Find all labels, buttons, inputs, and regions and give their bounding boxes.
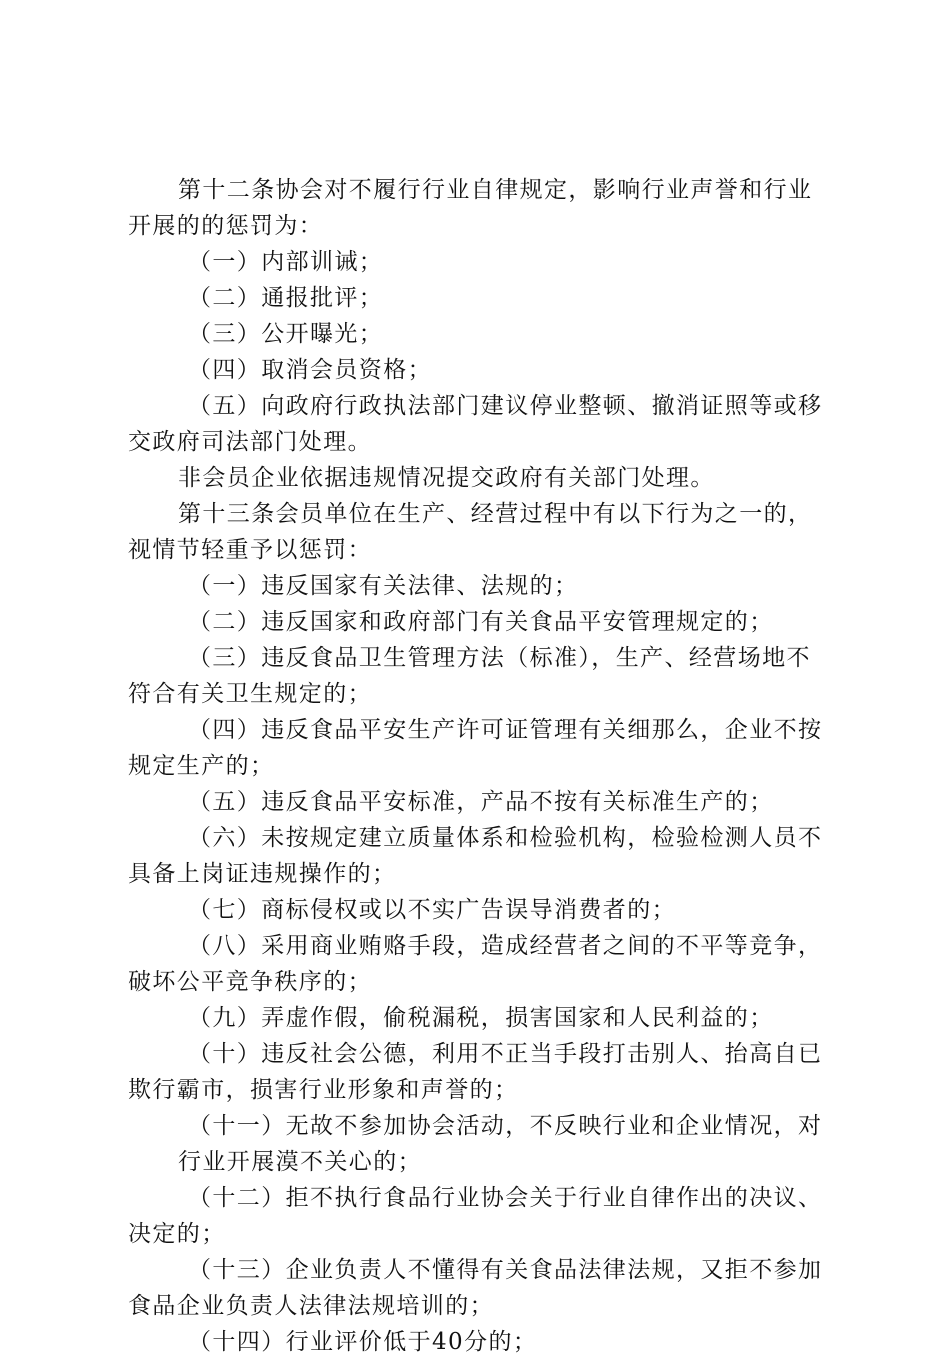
violation-item-11-line-2: 行业开展漠不关心的； (178, 1149, 422, 1175)
violation-item-13-line-2: 食品企业负责人法律法规培训的； (128, 1293, 494, 1319)
violation-item-9: （九）弄虚作假，偷税漏税，损害国家和人民利益的； (188, 1005, 774, 1031)
violation-item-10-line-1: （十）违反社会公德，利用不正当手段打击别人、抬高自已 (188, 1041, 823, 1067)
violation-item-14: （十四）行业评价低于40分的； (188, 1329, 538, 1355)
penalty-item-5-line-1: （五）向政府行政执法部门建议停业整顿、撤消证照等或移 (188, 393, 823, 419)
violation-item-7: （七）商标侵权或以不实广告误导消费者的； (188, 897, 676, 923)
violation-item-12-line-1: （十二）拒不执行食品行业协会关于行业自律作出的决议、 (188, 1185, 823, 1211)
penalty-item-4: （四）取消会员资格； (188, 357, 432, 383)
violation-item-5: （五）违反食品平安标准，产品不按有关标准生产的； (188, 789, 774, 815)
violation-item-8-line-1: （八）采用商业贿赂手段，造成经营者之间的不平等竞争， (188, 933, 823, 959)
violation-item-11-line-1: （十一）无故不参加协会活动，不反映行业和企业情况，对 (188, 1113, 823, 1139)
article-13-line-2: 视情节轻重予以惩罚： (128, 537, 372, 563)
penalty-item-3: （三）公开曝光； (188, 321, 384, 347)
violation-item-8-line-2: 破坏公平竞争秩序的； (128, 969, 372, 995)
penalty-item-1: （一）内部训诫； (188, 249, 384, 275)
violation-item-3-line-1: （三）违反食品卫生管理方法（标准），生产、经营场地不 (188, 645, 811, 671)
violation-item-13-line-1: （十三）企业负责人不懂得有关食品法律法规，又拒不参加 (188, 1257, 823, 1283)
penalty-item-5-line-2: 交政府司法部门处理。 (128, 429, 372, 455)
document-body (128, 172, 840, 1360)
violation-item-6-line-1: （六）未按规定建立质量体系和检验机构，检验检测人员不 (188, 825, 823, 851)
violation-item-2: （二）违反国家和政府部门有关食品平安管理规定的； (188, 609, 774, 635)
article-12-line-1: 第十二条协会对不履行行业自律规定，影响行业声誉和行业 (178, 177, 813, 203)
non-member-paragraph: 非会员企业依据违规情况提交政府有关部门处理。 (178, 465, 715, 491)
violation-item-12-line-2: 决定的； (128, 1221, 226, 1247)
violation-item-4-line-2: 规定生产的； (128, 753, 275, 779)
violation-item-4-line-1: （四）违反食品平安生产许可证管理有关细那么，企业不按 (188, 717, 823, 743)
penalty-item-2: （二）通报批评； (188, 285, 384, 311)
violation-item-10-line-2: 欺行霸市，损害行业形象和声誉的； (128, 1077, 519, 1103)
violation-item-3-line-2: 符合有关卫生规定的； (128, 681, 372, 707)
violation-item-1: （一）违反国家有关法律、法规的； (188, 573, 579, 599)
article-13-line-1: 第十三条会员单位在生产、经营过程中有以下行为之一的， (178, 501, 813, 527)
violation-item-6-line-2: 具备上岗证违规操作的； (128, 861, 397, 887)
article-12-line-2: 开展的的惩罚为： (128, 213, 324, 239)
